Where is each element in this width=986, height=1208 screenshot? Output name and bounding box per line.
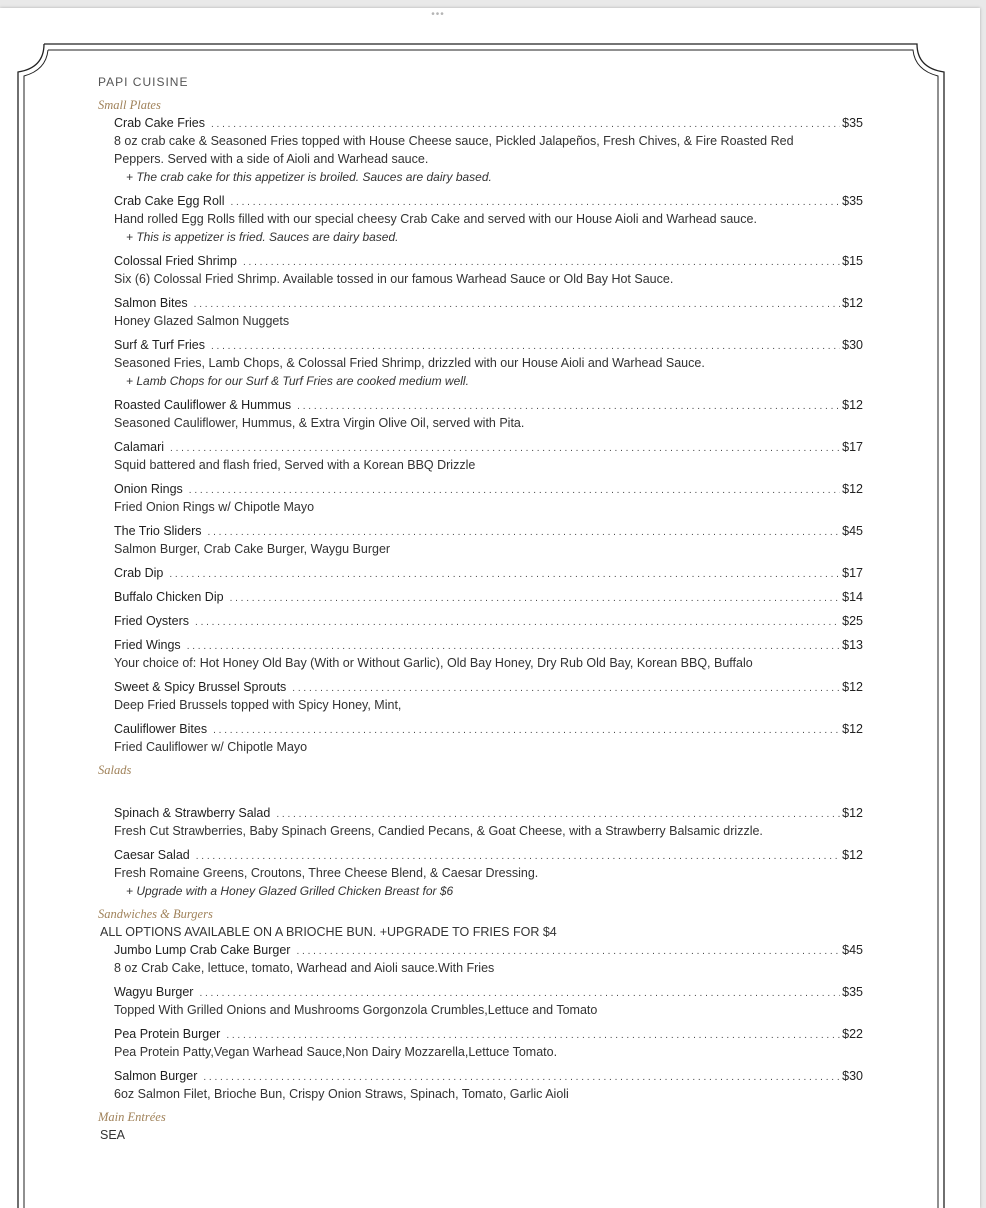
dot-leader	[213, 722, 840, 740]
item-row	[114, 1067, 863, 1085]
item-description: Honey Glazed Salmon Nuggets	[114, 314, 290, 328]
menu-page	[0, 8, 980, 1208]
item-price: $35	[842, 985, 863, 999]
item-row	[114, 588, 863, 606]
item-name: Wagyu Burger	[114, 985, 194, 999]
menu-item	[114, 678, 863, 714]
item-description: Salmon Burger, Crab Cake Burger, Waygu Burger	[114, 542, 391, 556]
menu-section	[98, 1109, 863, 1144]
item-name: Calamari	[114, 440, 165, 454]
menu-item	[114, 636, 863, 672]
menu-section	[98, 97, 863, 756]
item-row	[114, 636, 863, 654]
item-description: 8 oz Crab Cake, lettuce, tomato, Warhead and Aioli sauce.With Fries	[114, 961, 495, 975]
item-row	[114, 114, 863, 132]
menu-item	[114, 804, 863, 840]
item-description: Topped With Grilled Onions and Mushrooms Gorgonzola Crumbles,Lettuce and Tomato	[114, 1003, 598, 1017]
menu-item	[114, 438, 863, 474]
item-row	[114, 678, 863, 696]
menu-section	[98, 762, 863, 900]
section-note: SEA	[100, 1128, 126, 1142]
item-name: Surf & Turf Fries	[114, 338, 205, 352]
restaurant-name: PAPI CUISINE	[98, 75, 189, 89]
item-price: $35	[842, 194, 863, 208]
item-name: Fried Oysters	[114, 614, 190, 628]
item-price: $25	[842, 614, 863, 628]
item-price: $45	[842, 943, 863, 957]
item-row	[114, 522, 863, 540]
item-description: 6oz Salmon Filet, Brioche Bun, Crispy Onion Straws, Spinach, Tomato, Garlic Aioli	[114, 1087, 569, 1101]
item-name: Crab Cake Egg Roll	[114, 194, 225, 208]
item-description: Squid battered and flash fried, Served with a Korean BBQ Drizzle	[114, 458, 476, 472]
item-name: Colossal Fried Shrimp	[114, 254, 237, 268]
dot-leader	[169, 566, 840, 584]
item-price: $12	[842, 482, 863, 496]
item-price: $12	[842, 722, 863, 736]
item-price: $30	[842, 338, 863, 352]
item-description: Hand rolled Egg Rolls filled with our special cheesy Crab Cake and served with our House Aioli and Warhead sauce.	[114, 212, 757, 226]
item-row	[114, 252, 863, 270]
item-description: Seasoned Cauliflower, Hummus, & Extra Virgin Olive Oil, served with Pita.	[114, 416, 525, 430]
item-price: $12	[842, 848, 863, 862]
menu-item	[114, 522, 863, 558]
item-price: $45	[842, 524, 863, 538]
section-title: Main Entrées	[98, 1110, 166, 1124]
section-spacer	[98, 779, 863, 804]
item-list	[98, 114, 863, 756]
item-name: Onion Rings	[114, 482, 183, 496]
menu-item	[114, 1067, 863, 1103]
menu-item	[114, 192, 863, 246]
section-title: Sandwiches & Burgers	[98, 907, 213, 921]
item-row	[114, 983, 863, 1001]
item-row	[114, 480, 863, 498]
item-row	[114, 612, 863, 630]
menu-sections	[98, 97, 863, 1144]
item-price: $17	[842, 566, 863, 580]
item-description: Deep Fried Brussels topped with Spicy Honey, Mint,	[114, 698, 402, 712]
item-row	[114, 941, 863, 959]
item-price: $12	[842, 296, 863, 310]
item-name: Fried Wings	[114, 638, 181, 652]
menu-item	[114, 983, 863, 1019]
menu-item	[114, 336, 863, 390]
menu-item	[114, 588, 863, 606]
item-name: Buffalo Chicken Dip	[114, 590, 224, 604]
item-price: $22	[842, 1027, 863, 1041]
item-list	[98, 804, 863, 900]
item-description: Fried Onion Rings w/ Chipotle Mayo	[114, 500, 315, 514]
drag-handle-icon[interactable]: •••	[431, 9, 445, 20]
item-row	[114, 720, 863, 738]
item-description: Pea Protein Patty,Vegan Warhead Sauce,Non Dairy Mozzarella,Lettuce Tomato.	[114, 1045, 558, 1059]
section-title: Small Plates	[98, 98, 161, 112]
item-row	[114, 564, 863, 582]
dot-leader	[194, 296, 840, 314]
menu-item	[114, 252, 863, 288]
item-name: Spinach & Strawberry Salad	[114, 806, 271, 820]
menu-item	[114, 294, 863, 330]
item-name: Crab Cake Fries	[114, 116, 205, 130]
item-name: Pea Protein Burger	[114, 1027, 221, 1041]
item-row	[114, 396, 863, 414]
item-description: Fresh Romaine Greens, Croutons, Three Cheese Blend, & Caesar Dressing.	[114, 866, 539, 880]
item-name: Caesar Salad	[114, 848, 190, 862]
item-price: $17	[842, 440, 863, 454]
dot-leader	[230, 590, 841, 608]
dot-leader	[195, 614, 840, 632]
item-name: Salmon Burger	[114, 1069, 198, 1083]
item-name: Cauliflower Bites	[114, 722, 208, 736]
item-row	[114, 336, 863, 354]
item-note: + This is appetizer is fried. Sauces are dairy based.	[126, 230, 399, 244]
item-note: + The crab cake for this appetizer is broiled. Sauces are dairy based.	[126, 170, 492, 184]
item-row	[114, 804, 863, 822]
item-row	[114, 192, 863, 210]
menu-item	[114, 114, 863, 186]
item-description: Your choice of: Hot Honey Old Bay (With or Without Garlic), Old Bay Honey, Dry Rub Old Bay, Korean BBQ, Buffalo	[114, 656, 753, 670]
item-name: Roasted Cauliflower & Hummus	[114, 398, 292, 412]
menu-section	[98, 906, 863, 1103]
item-name: Salmon Bites	[114, 296, 188, 310]
item-note: + Lamb Chops for our Surf & Turf Fries are cooked medium well.	[126, 374, 469, 388]
item-name: Crab Dip	[114, 566, 164, 580]
item-price: $30	[842, 1069, 863, 1083]
item-name: Sweet & Spicy Brussel Sprouts	[114, 680, 287, 694]
item-price: $13	[842, 638, 863, 652]
item-name: The Trio Sliders	[114, 524, 202, 538]
item-note: + Upgrade with a Honey Glazed Grilled Chicken Breast for $6	[126, 884, 454, 898]
item-description: Six (6) Colossal Fried Shrimp. Available tossed in our famous Warhead Sauce or Old Bay Hot Sauce.	[114, 272, 674, 286]
menu-item	[114, 480, 863, 516]
section-note: ALL OPTIONS AVAILABLE ON A BRIOCHE BUN. +UPGRADE TO FRIES FOR $4	[100, 925, 557, 939]
menu-item	[114, 720, 863, 756]
item-name: Jumbo Lump Crab Cake Burger	[114, 943, 291, 957]
menu-item	[114, 612, 863, 630]
item-description: Fried Cauliflower w/ Chipotle Mayo	[114, 740, 308, 754]
item-description: 8 oz crab cake & Seasoned Fries topped with House Cheese sauce, Pickled Jalapeños, Fresh Chives, & Fire Roasted Red Peppers. Served with a side of Aioli and Warhead sauce.	[114, 134, 794, 166]
item-row	[114, 438, 863, 456]
item-price: $14	[842, 590, 863, 604]
item-price: $35	[842, 116, 863, 130]
item-price: $12	[842, 398, 863, 412]
item-description: Fresh Cut Strawberries, Baby Spinach Greens, Candied Pecans, & Goat Cheese, with a Strawberry Balsamic drizzle.	[114, 824, 763, 838]
item-price: $15	[842, 254, 863, 268]
section-title: Salads	[98, 763, 132, 777]
menu-item	[114, 396, 863, 432]
menu-item	[114, 846, 863, 900]
item-row	[114, 294, 863, 312]
menu-item	[114, 564, 863, 582]
menu-item	[114, 1025, 863, 1061]
menu-content	[98, 74, 863, 1144]
item-price: $12	[842, 806, 863, 820]
item-price: $12	[842, 680, 863, 694]
item-description: Seasoned Fries, Lamb Chops, & Colossal Fried Shrimp, drizzled with our House Aioli and Warhead Sauce.	[114, 356, 705, 370]
item-row	[114, 846, 863, 864]
item-list	[98, 941, 863, 1103]
item-row	[114, 1025, 863, 1043]
menu-item	[114, 941, 863, 977]
